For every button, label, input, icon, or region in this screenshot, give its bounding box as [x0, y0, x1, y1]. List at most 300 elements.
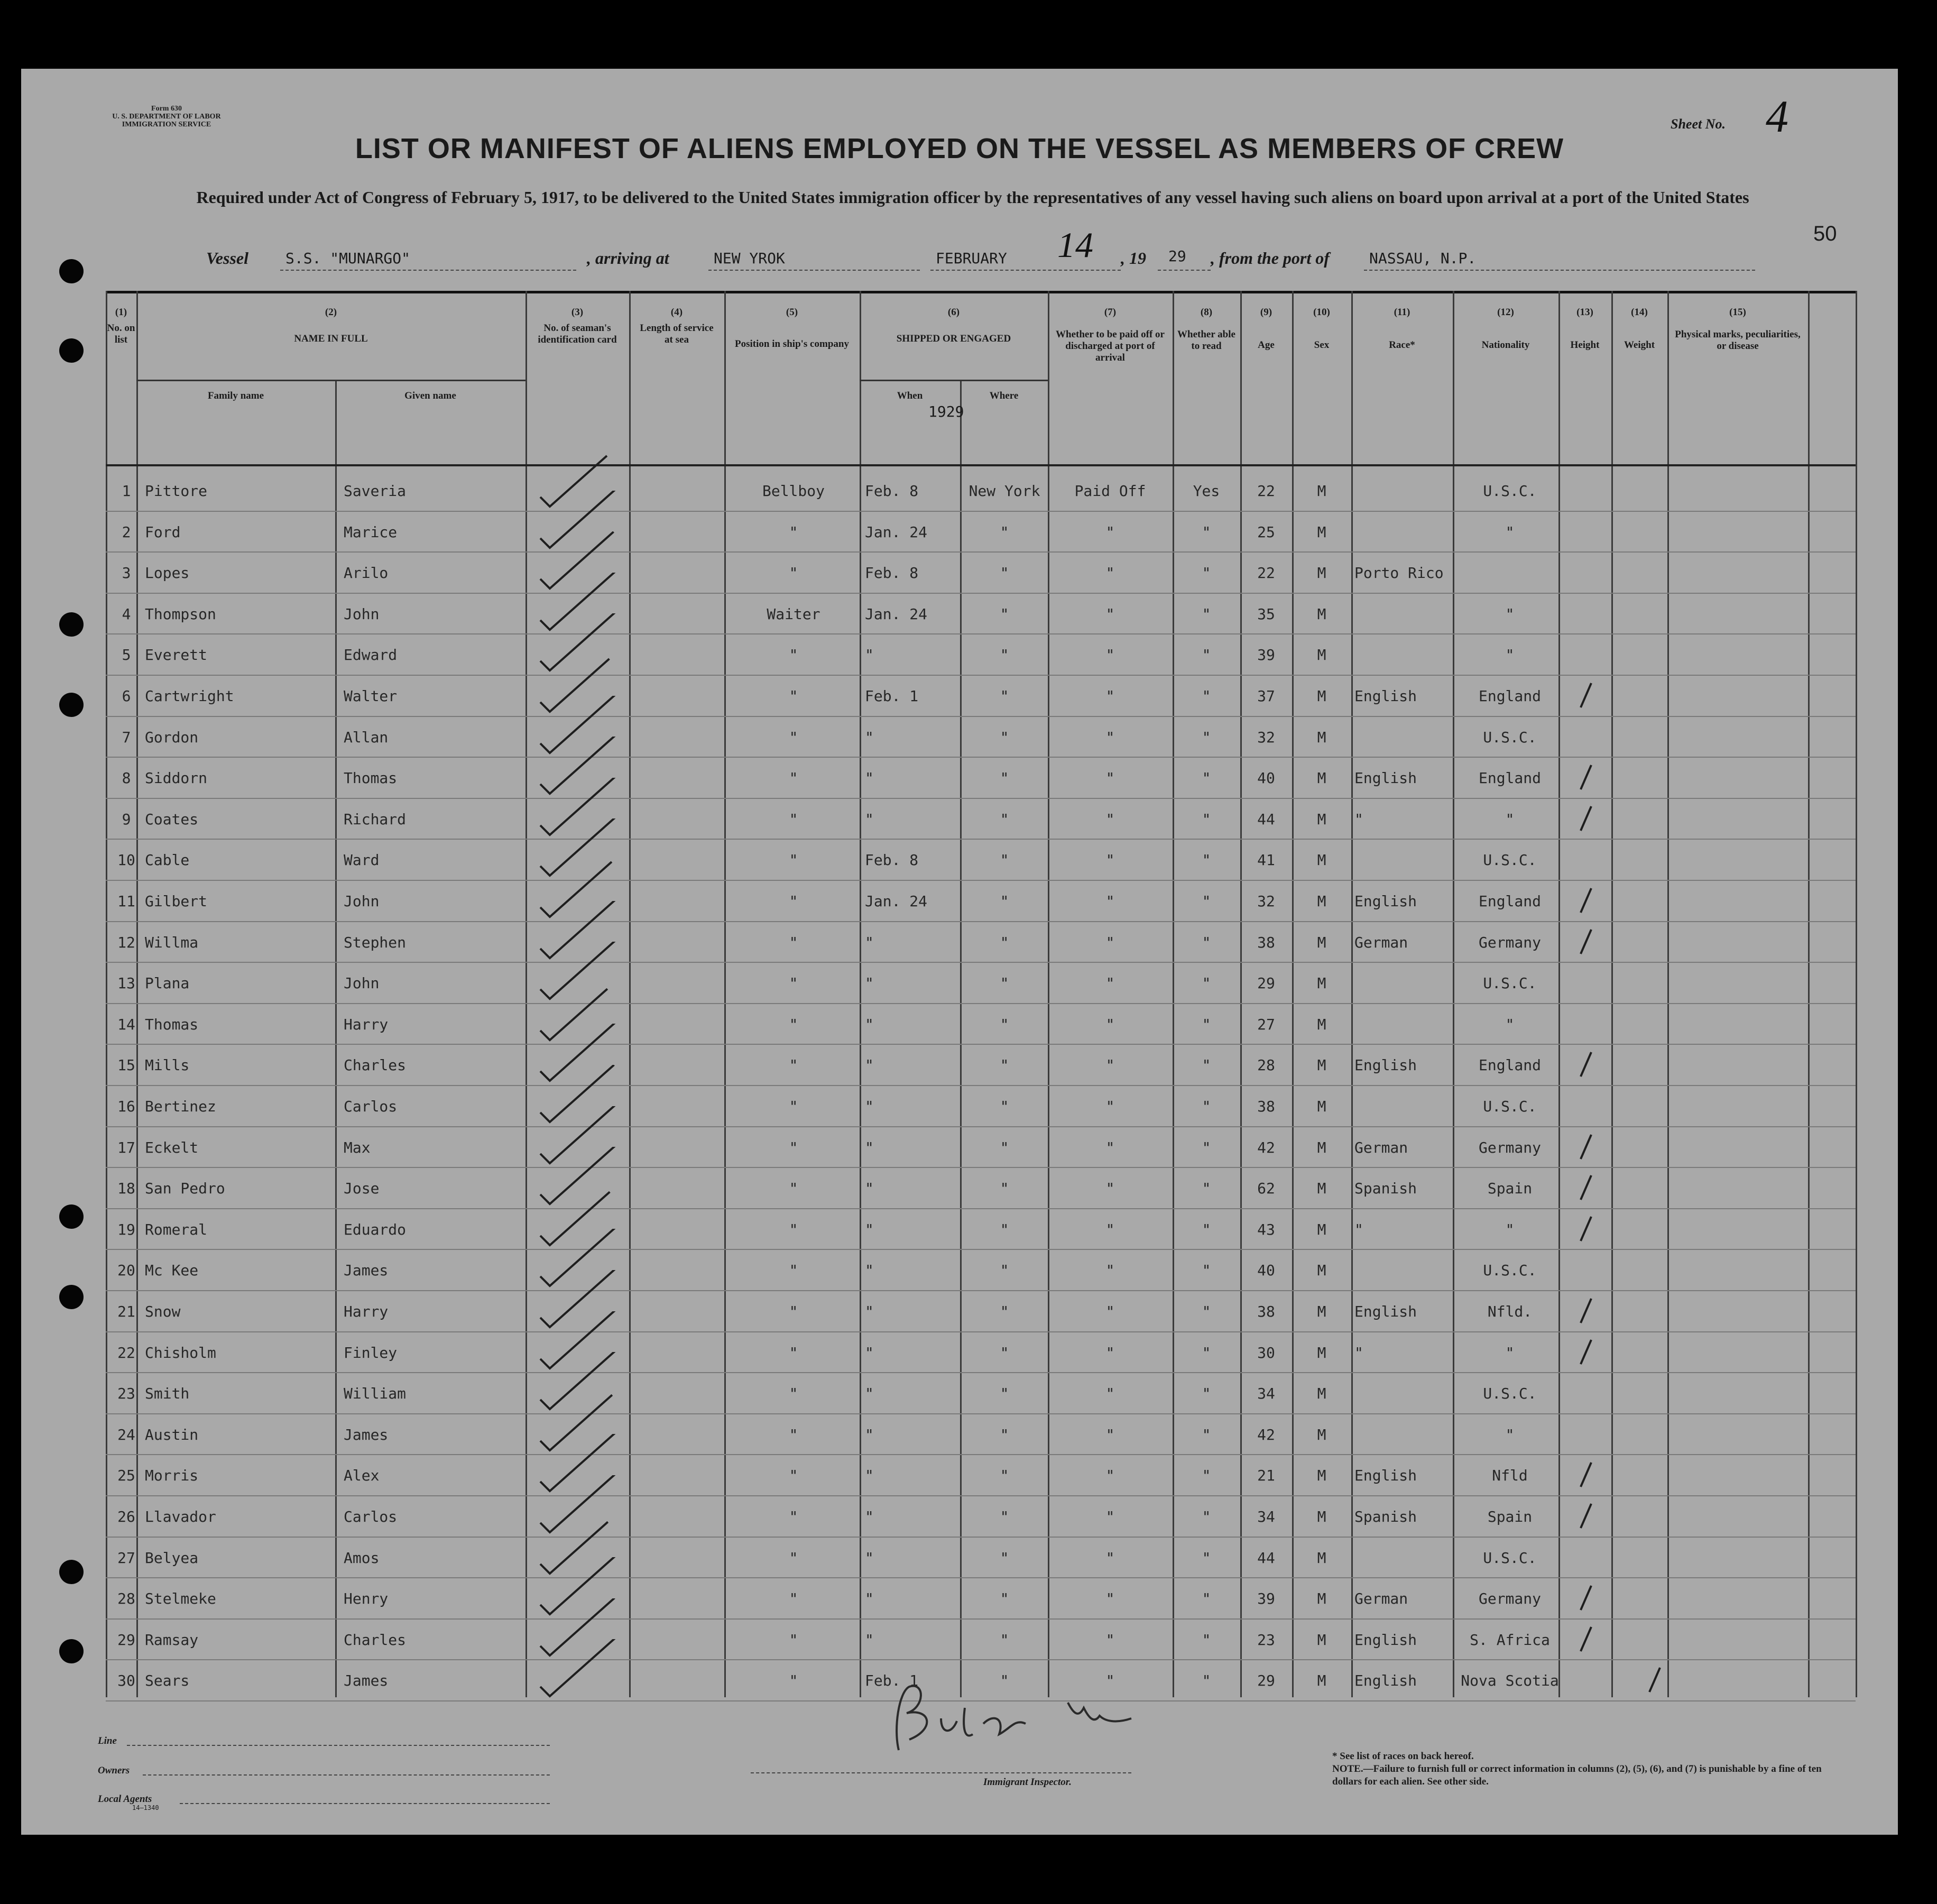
- cell-age: 32: [1257, 728, 1275, 746]
- cell-family-name: Mc Kee: [145, 1262, 199, 1280]
- cell-shipped-where: ": [1000, 564, 1009, 582]
- cell-given-name: Allan: [344, 728, 389, 746]
- cell-shipped-where: ": [1000, 1015, 1009, 1033]
- punch-hole: [59, 259, 84, 283]
- cell-able-to-read: ": [1202, 1631, 1211, 1649]
- cell-shipped-when: ": [865, 1015, 874, 1033]
- cell-sex: M: [1317, 974, 1326, 992]
- cell-position: ": [789, 687, 798, 705]
- tick-slash-icon: [1575, 1624, 1597, 1655]
- page-subtitle: Required under Act of Congress of February 5, 1917, to be delivered to the United States immigration officer by the representatives of any vessel having such aliens on board upon arrival at a port of the United States: [196, 188, 1749, 207]
- cell-shipped-where: ": [1000, 1180, 1009, 1198]
- cell-age: 27: [1257, 1015, 1275, 1033]
- signature-mark: [878, 1671, 1174, 1761]
- service-name: IMMIGRATION SERVICE: [122, 121, 211, 128]
- cell-age: 34: [1257, 1508, 1275, 1525]
- cell-sex: M: [1317, 646, 1326, 664]
- cell-row-number: 6: [122, 687, 131, 705]
- cell-able-to-read: Yes: [1193, 482, 1220, 500]
- cell-position: ": [789, 1344, 798, 1362]
- cell-position: ": [789, 851, 798, 869]
- tick-slash-icon: [1575, 762, 1597, 794]
- cell-paid-off: ": [1105, 1344, 1115, 1362]
- table-row: [106, 1455, 1856, 1496]
- col-header-given: Given name: [404, 390, 456, 401]
- cell-sex: M: [1317, 1385, 1326, 1403]
- cell-shipped-where: ": [1000, 1467, 1009, 1485]
- cell-row-number: 4: [122, 605, 131, 623]
- cell-able-to-read: ": [1202, 1056, 1211, 1074]
- cell-family-name: Ramsay: [145, 1631, 199, 1649]
- cell-nationality: ": [1505, 605, 1515, 623]
- cell-given-name: William: [344, 1385, 407, 1403]
- cell-age: 42: [1257, 1425, 1275, 1443]
- cell-row-number: 21: [117, 1303, 135, 1320]
- col-header-race: Race*: [1389, 339, 1415, 351]
- cell-nationality: England: [1478, 893, 1541, 910]
- cell-shipped-when: Feb. 8: [865, 564, 919, 582]
- cell-given-name: John: [344, 605, 380, 623]
- table-row: [106, 758, 1856, 799]
- corner-number: 50: [1813, 222, 1837, 245]
- cell-shipped-when: Jan. 24: [865, 605, 928, 623]
- col-header-sex: Sex: [1314, 339, 1330, 351]
- cell-nationality: ": [1505, 523, 1515, 541]
- cell-family-name: Chisholm: [145, 1344, 216, 1362]
- punch-hole: [59, 1204, 84, 1229]
- cell-paid-off: ": [1105, 1015, 1115, 1033]
- cell-given-name: Edward: [344, 646, 398, 664]
- cell-given-name: Amos: [344, 1549, 380, 1567]
- cell-nationality: ": [1505, 810, 1515, 828]
- cell-shipped-when: Feb. 1: [865, 687, 919, 705]
- cell-paid-off: ": [1105, 851, 1115, 869]
- cell-row-number: 26: [117, 1508, 135, 1525]
- punch-hole: [59, 1639, 84, 1663]
- punch-hole: [59, 1285, 84, 1309]
- cell-shipped-when: ": [865, 933, 874, 951]
- cell-nationality: ": [1505, 1220, 1515, 1238]
- cell-able-to-read: ": [1202, 1180, 1211, 1198]
- cell-race: English: [1354, 769, 1417, 787]
- form-block: [103, 105, 230, 128]
- cell-shipped-when: ": [865, 769, 874, 787]
- cell-shipped-when: ": [865, 1344, 874, 1362]
- cell-row-number: 3: [122, 564, 131, 582]
- cell-age: 28: [1257, 1056, 1275, 1074]
- arrival-day: 14: [1057, 225, 1093, 265]
- cell-position: ": [789, 523, 798, 541]
- cell-row-number: 15: [117, 1056, 135, 1074]
- table-row: [106, 1045, 1856, 1086]
- punch-hole: [59, 693, 84, 717]
- cell-nationality: Nova Scotia: [1461, 1672, 1559, 1690]
- year-prefix: , 19: [1121, 249, 1146, 268]
- cell-given-name: Thomas: [344, 769, 398, 787]
- cell-given-name: Finley: [344, 1344, 398, 1362]
- cell-family-name: Gilbert: [145, 893, 208, 910]
- cell-given-name: Charles: [344, 1631, 407, 1649]
- cell-row-number: 5: [122, 646, 131, 664]
- cell-age: 35: [1257, 605, 1275, 623]
- col-header-idcard: No. of seaman's identification card: [538, 323, 617, 345]
- cell-given-name: James: [344, 1262, 389, 1280]
- cell-shipped-where: ": [1000, 1549, 1009, 1567]
- inspector-label: Immigrant Inspector.: [983, 1777, 1072, 1788]
- cell-race: English: [1354, 687, 1417, 705]
- cell-paid-off: ": [1105, 1508, 1115, 1525]
- cell-race: English: [1354, 893, 1417, 910]
- from-label: , from the port of: [1211, 249, 1330, 268]
- cell-row-number: 13: [117, 974, 135, 992]
- cell-shipped-when: ": [865, 1303, 874, 1320]
- cell-row-number: 25: [117, 1467, 135, 1485]
- cell-sex: M: [1317, 564, 1326, 582]
- cell-paid-off: ": [1105, 1098, 1115, 1115]
- col-num-6: (6): [947, 307, 960, 318]
- cell-sex: M: [1317, 1672, 1326, 1690]
- cell-sex: M: [1317, 1508, 1326, 1525]
- cell-able-to-read: ": [1202, 605, 1211, 623]
- table-row: [106, 1209, 1856, 1250]
- vessel-name: S.S. "MUNARGO": [285, 250, 411, 267]
- col-header-read: Whether able to read: [1177, 329, 1235, 352]
- cell-shipped-when: ": [865, 1631, 874, 1649]
- col-num-11: (11): [1394, 307, 1410, 318]
- cell-age: 62: [1257, 1180, 1275, 1198]
- cell-position: ": [789, 1467, 798, 1485]
- cell-shipped-where: ": [1000, 605, 1009, 623]
- cell-able-to-read: ": [1202, 1303, 1211, 1320]
- cell-family-name: Ford: [145, 523, 181, 541]
- table-row: [106, 1538, 1856, 1579]
- cell-given-name: Henry: [344, 1590, 389, 1608]
- cell-family-name: Gordon: [145, 728, 199, 746]
- cell-shipped-where: ": [1000, 1672, 1009, 1690]
- cell-race: English: [1354, 1056, 1417, 1074]
- cell-sex: M: [1317, 810, 1326, 828]
- page-title: LIST OR MANIFEST OF ALIENS EMPLOYED ON THE VESSEL AS MEMBERS OF CREW: [355, 133, 1564, 164]
- col-num-9: (9): [1260, 307, 1272, 318]
- cell-age: 44: [1257, 1549, 1275, 1567]
- cell-shipped-where: ": [1000, 1098, 1009, 1115]
- cell-position: Waiter: [767, 605, 820, 623]
- col-num-2: (2): [325, 307, 337, 318]
- cell-nationality: Germany: [1478, 933, 1541, 951]
- cell-position: ": [789, 1220, 798, 1238]
- table-row: [106, 594, 1856, 635]
- year-annotation: 1929: [928, 403, 964, 420]
- agents-code: 14—1340: [132, 1804, 159, 1811]
- cell-age: 39: [1257, 1590, 1275, 1608]
- cell-paid-off: ": [1105, 646, 1115, 664]
- cell-age: 29: [1257, 974, 1275, 992]
- cell-paid-off: Paid Off: [1074, 482, 1146, 500]
- cell-family-name: Mills: [145, 1056, 190, 1074]
- cell-given-name: Harry: [344, 1303, 389, 1320]
- cell-shipped-when: ": [865, 1508, 874, 1525]
- cell-nationality: U.S.C.: [1483, 851, 1537, 869]
- cell-shipped-where: ": [1000, 1262, 1009, 1280]
- cell-paid-off: ": [1105, 1220, 1115, 1238]
- cell-sex: M: [1317, 1262, 1326, 1280]
- cell-shipped-when: Feb. 8: [865, 851, 919, 869]
- cell-able-to-read: ": [1202, 851, 1211, 869]
- table-row: [106, 634, 1856, 676]
- cell-age: 38: [1257, 1303, 1275, 1320]
- cell-able-to-read: ": [1202, 1385, 1211, 1403]
- col-num-13: (13): [1576, 307, 1593, 318]
- cell-shipped-where: ": [1000, 933, 1009, 951]
- cell-given-name: John: [344, 974, 380, 992]
- cell-nationality: England: [1478, 1056, 1541, 1074]
- punch-hole: [59, 1560, 84, 1584]
- cell-row-number: 14: [117, 1015, 135, 1033]
- cell-row-number: 1: [122, 482, 131, 500]
- vessel-line: [206, 225, 1755, 273]
- cell-age: 23: [1257, 1631, 1275, 1649]
- table-row: [106, 1086, 1856, 1127]
- col-num-8: (8): [1200, 307, 1213, 318]
- col-num-10: (10): [1313, 307, 1330, 318]
- cell-race: Porto Rico: [1354, 564, 1444, 582]
- arriving-label: , arriving at: [587, 249, 669, 268]
- cell-family-name: Cable: [145, 851, 190, 869]
- cell-paid-off: ": [1105, 1672, 1115, 1690]
- cell-family-name: Pittore: [145, 482, 208, 500]
- cell-sex: M: [1317, 1590, 1326, 1608]
- cell-paid-off: ": [1105, 564, 1115, 582]
- cell-given-name: Saveria: [344, 482, 407, 500]
- cell-shipped-when: ": [865, 1262, 874, 1280]
- cell-given-name: Harry: [344, 1015, 389, 1033]
- cell-shipped-where: ": [1000, 523, 1009, 541]
- tick-slash-icon: [1575, 926, 1597, 958]
- cell-race: Spanish: [1354, 1508, 1417, 1525]
- cell-age: 44: [1257, 810, 1275, 828]
- cell-sex: M: [1317, 1344, 1326, 1362]
- crew-table: [106, 291, 1856, 1697]
- tick-slash-icon: [1644, 1664, 1665, 1696]
- cell-given-name: Richard: [344, 810, 407, 828]
- cell-shipped-where: ": [1000, 646, 1009, 664]
- cell-shipped-where: ": [1000, 1344, 1009, 1362]
- cell-nationality: Spain: [1487, 1180, 1533, 1198]
- cell-sex: M: [1317, 605, 1326, 623]
- cell-nationality: England: [1478, 769, 1541, 787]
- cell-paid-off: ": [1105, 769, 1115, 787]
- cell-paid-off: ": [1105, 1138, 1115, 1156]
- cell-paid-off: ": [1105, 810, 1115, 828]
- cell-family-name: Thompson: [145, 605, 216, 623]
- cell-shipped-when: ": [865, 1180, 874, 1198]
- cell-nationality: ": [1505, 646, 1515, 664]
- col-header-family: Family name: [207, 390, 264, 401]
- cell-able-to-read: ": [1202, 893, 1211, 910]
- cell-paid-off: ": [1105, 974, 1115, 992]
- cell-shipped-when: ": [865, 1590, 874, 1608]
- cell-age: 37: [1257, 687, 1275, 705]
- table-row: [106, 963, 1856, 1004]
- arrival-year: 29: [1168, 247, 1186, 265]
- cell-shipped-when: Jan. 24: [865, 523, 928, 541]
- col-header-nationality: Nationality: [1481, 339, 1530, 351]
- cell-sex: M: [1317, 1467, 1326, 1485]
- cell-shipped-where: ": [1000, 1508, 1009, 1525]
- cell-able-to-read: ": [1202, 1425, 1211, 1443]
- table-row: [106, 1004, 1856, 1045]
- punch-hole: [59, 612, 84, 637]
- cell-given-name: John: [344, 893, 380, 910]
- col-num-1: (1): [115, 307, 127, 318]
- cell-sex: M: [1317, 523, 1326, 541]
- table-row: [106, 1578, 1856, 1620]
- cell-family-name: Everett: [145, 646, 208, 664]
- tick-slash-icon: [1575, 1501, 1597, 1532]
- sheet-number: 4: [1766, 91, 1788, 142]
- cell-shipped-when: ": [865, 1220, 874, 1238]
- penalty-note: NOTE.—Failure to furnish full or correct information in columns (2), (5), (6), and (7) is punishable by a fine of ten dollars for each alien. See other side.: [1332, 1763, 1822, 1787]
- cell-shipped-where: ": [1000, 1385, 1009, 1403]
- cell-position: ": [789, 1508, 798, 1525]
- cell-family-name: Eckelt: [145, 1138, 199, 1156]
- col-header-no: No. on list: [107, 323, 135, 345]
- col-header-where: Where: [989, 390, 1019, 401]
- line-label: Line: [98, 1735, 117, 1746]
- table-row: [106, 881, 1856, 922]
- cell-sex: M: [1317, 728, 1326, 746]
- cell-nationality: U.S.C.: [1483, 1098, 1537, 1115]
- cell-age: 22: [1257, 482, 1275, 500]
- cell-shipped-when: ": [865, 1138, 874, 1156]
- cell-row-number: 9: [122, 810, 131, 828]
- tick-slash-icon: [1575, 680, 1597, 712]
- cell-able-to-read: ": [1202, 687, 1211, 705]
- departure-port: NASSAU, N.P.: [1369, 250, 1477, 267]
- cell-able-to-read: ": [1202, 933, 1211, 951]
- table-body: [106, 465, 1856, 1697]
- cell-sex: M: [1317, 1180, 1326, 1198]
- cell-row-number: 12: [117, 933, 135, 951]
- col-header-length: Length of service at sea: [640, 323, 714, 345]
- cell-able-to-read: ": [1202, 810, 1211, 828]
- cell-shipped-where: ": [1000, 1056, 1009, 1074]
- col-header-when: When: [897, 390, 923, 401]
- cell-family-name: Cartwright: [145, 687, 234, 705]
- col-num-3: (3): [571, 307, 584, 318]
- cell-row-number: 30: [117, 1672, 135, 1690]
- cell-shipped-where: ": [1000, 1303, 1009, 1320]
- cell-able-to-read: ": [1202, 1098, 1211, 1115]
- cell-age: 38: [1257, 933, 1275, 951]
- table-row: [106, 1250, 1856, 1291]
- tick-slash-icon: [1575, 1049, 1597, 1081]
- cell-shipped-where: ": [1000, 1138, 1009, 1156]
- cell-paid-off: ": [1105, 687, 1115, 705]
- tick-slash-icon: [1575, 1583, 1597, 1614]
- cell-shipped-where: ": [1000, 687, 1009, 705]
- table-row: [106, 1168, 1856, 1209]
- cell-race: German: [1354, 1590, 1408, 1608]
- tick-slash-icon: [1575, 885, 1597, 917]
- col-header-position: Position in ship's company: [735, 338, 849, 349]
- cell-paid-off: ": [1105, 1262, 1115, 1280]
- cell-able-to-read: ": [1202, 1672, 1211, 1690]
- cell-race: English: [1354, 1303, 1417, 1320]
- footer-notes: [1332, 1750, 1840, 1788]
- cell-age: 43: [1257, 1220, 1275, 1238]
- cell-able-to-read: ": [1202, 1220, 1211, 1238]
- cell-age: 32: [1257, 893, 1275, 910]
- cell-nationality: Germany: [1478, 1590, 1541, 1608]
- cell-shipped-where: ": [1000, 1590, 1009, 1608]
- cell-sex: M: [1317, 1056, 1326, 1074]
- cell-position: ": [789, 1385, 798, 1403]
- cell-sex: M: [1317, 1303, 1326, 1320]
- cell-race: English: [1354, 1467, 1417, 1485]
- cell-family-name: Morris: [145, 1467, 199, 1485]
- cell-age: 34: [1257, 1385, 1275, 1403]
- cell-row-number: 16: [117, 1098, 135, 1115]
- cell-shipped-where: ": [1000, 893, 1009, 910]
- cell-position: ": [789, 1138, 798, 1156]
- tick-slash-icon: [1575, 1213, 1597, 1245]
- cell-given-name: Charles: [344, 1056, 407, 1074]
- cell-family-name: San Pedro: [145, 1180, 225, 1198]
- cell-given-name: Marice: [344, 523, 398, 541]
- cell-able-to-read: ": [1202, 1508, 1211, 1525]
- table-row: [106, 922, 1856, 963]
- cell-shipped-where: New York: [968, 482, 1040, 500]
- col-header-age: Age: [1258, 339, 1275, 351]
- cell-nationality: Nfld: [1492, 1467, 1528, 1485]
- cell-row-number: 29: [117, 1631, 135, 1649]
- cell-family-name: Sears: [145, 1672, 190, 1690]
- cell-race: English: [1354, 1672, 1417, 1690]
- cell-sex: M: [1317, 851, 1326, 869]
- cell-shipped-when: Jan. 24: [865, 893, 928, 910]
- cell-race: Spanish: [1354, 1180, 1417, 1198]
- cell-race: English: [1354, 1631, 1417, 1649]
- cell-given-name: James: [344, 1425, 389, 1443]
- cell-sex: M: [1317, 687, 1326, 705]
- cell-given-name: Carlos: [344, 1508, 398, 1525]
- cell-family-name: Snow: [145, 1303, 181, 1320]
- cell-given-name: James: [344, 1672, 389, 1690]
- cell-age: 22: [1257, 564, 1275, 582]
- cell-able-to-read: ": [1202, 564, 1211, 582]
- cell-shipped-when: ": [865, 1098, 874, 1115]
- cell-able-to-read: ": [1202, 1262, 1211, 1280]
- cell-row-number: 27: [117, 1549, 135, 1567]
- cell-position: ": [789, 1056, 798, 1074]
- table-row: [106, 1496, 1856, 1538]
- cell-able-to-read: ": [1202, 1590, 1211, 1608]
- cell-age: 38: [1257, 1098, 1275, 1115]
- cell-paid-off: ": [1105, 728, 1115, 746]
- table-row: [106, 1127, 1856, 1169]
- cell-family-name: Willma: [145, 933, 199, 951]
- cell-race: ": [1354, 810, 1363, 828]
- table-row: [106, 471, 1856, 512]
- cell-age: 41: [1257, 851, 1275, 869]
- cell-age: 42: [1257, 1138, 1275, 1156]
- table-row: [106, 1332, 1856, 1374]
- cell-age: 25: [1257, 523, 1275, 541]
- cell-sex: M: [1317, 933, 1326, 951]
- cell-paid-off: ": [1105, 1056, 1115, 1074]
- cell-paid-off: ": [1105, 1549, 1115, 1567]
